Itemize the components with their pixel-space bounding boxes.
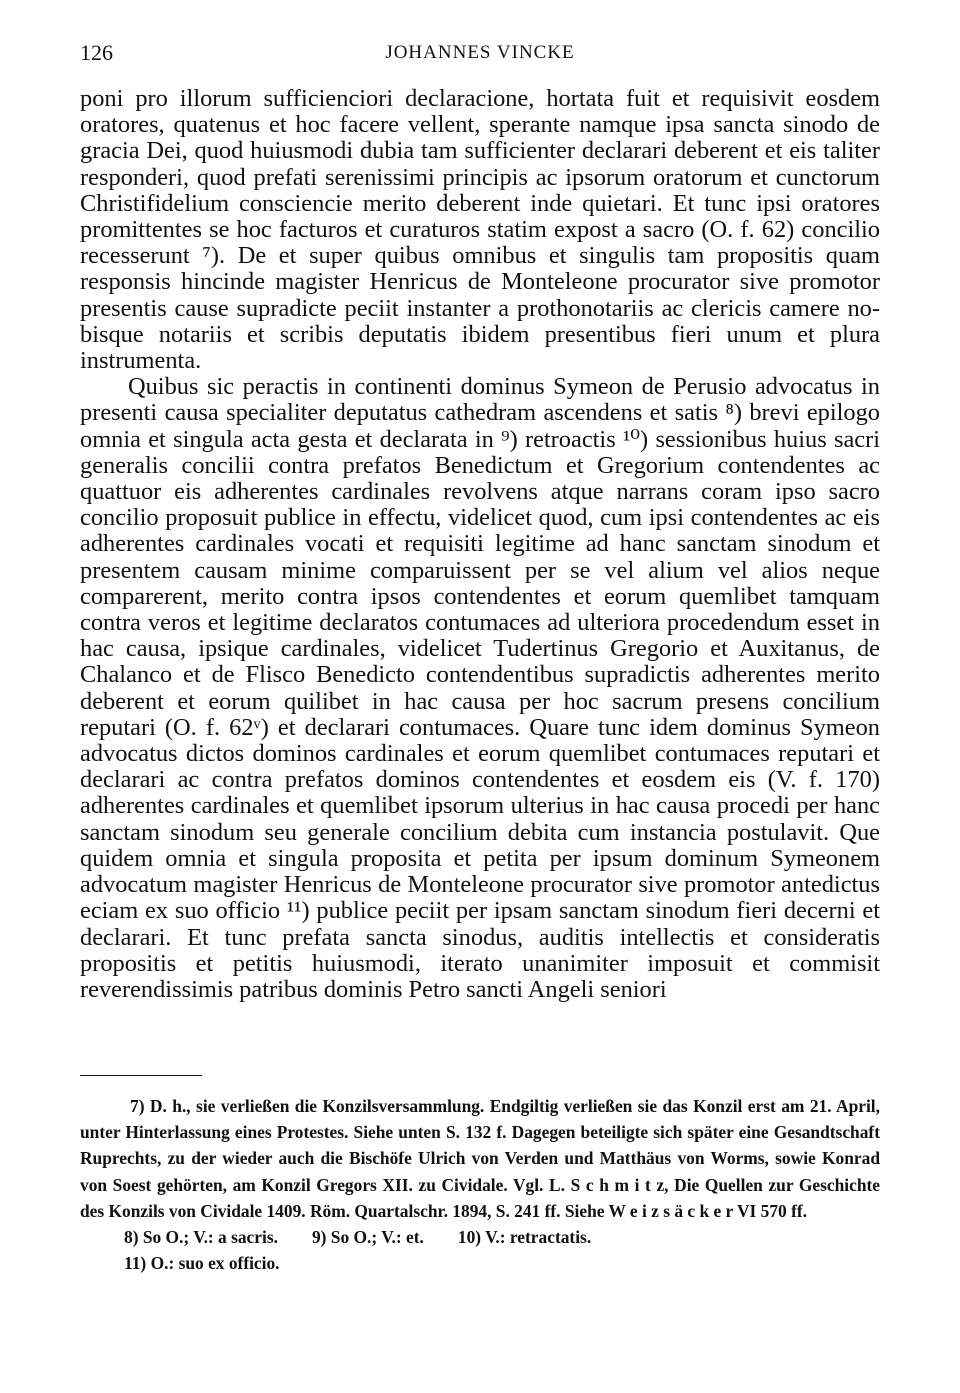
- main-text: [80, 86, 880, 1003]
- footnote-9: 9) So O.; V.: et.: [311, 1227, 424, 1248]
- paragraph-2: Quibus sic peractis in continenti dominus Symeon de Perusio advocatus in presenti causa specialiter deputatus cathedram ascendens et satis ⁸) brevi epilogo omnia et singula acta gesta et declarata in ⁹) retroactis ¹⁰) sessionibus huius sacri generalis concilii contra prefatos Benedictum et Gregorium contendentes ac quattuor eis adherentes cardinales revolvens atque narrans coram ipso sacro concilio proposuit publice in effectu, videlicet quod, cum ipsi contendentes ac eis adherentes cardinales vocati et requisiti legitime ad hanc sanctam sinodum et presentem causam minime comparuissent per se vel alium vel alios neque comparerent, merito contra ipsos contendentes et eorum quemlibet tamquam contra veros et legitime declaratos contumaces ad ulteriora procedendum esset in hac causa, ipsique cardinales, videlicet Tudertinus Gregorio et Auxitanus, de Chalanco et de Flisco Benedicto contendentibus supradictis adherentes merito deberent et eorum quilibet in hac causa per hoc sacrum presens concilium reputari (O. f. 62ᵛ) et declarari contumaces. Quare tunc idem dominus Symeon advocatus dictos dominos cardinales et eorum quemlibet contumaces reputari et declarari ac contra prefatos dominos contendentes et eosdem eis (V. f. 170) adherentes cardinales et quemlibet ipsorum ulterius in hac causa procedi per hanc sanctam sinodum seu generale concilium debita cum instancia postulavit. Que quidem omnia et singula proposita et petita per ipsum dominum Symeonem advocatum magister Henricus de Monteleone procurator sive promotor antedictus eciam ex suo officio ¹¹) publice peciit per ipsam sanctam sinodum fieri decerni et declarari. Et tunc prefata sancta sinodus, auditis intellectis et consideratis propositis et petitis huiusmodi, iterato unanimiter imposuit et commisit reverendissimis patribus dominis Petro sancti Angeli seniori: [80, 373, 880, 1003]
- footnote-8: 8) So O.; V.: a sacris.: [124, 1227, 278, 1248]
- footnote-10: 10) V.: retractatis.: [457, 1227, 592, 1248]
- footnote-7: 7) D. h., sie verließen die Konzilsversammlung. Endgiltig verließen sie das Konzil erst am 21. April, unter Hinterlassung eines Protestes. Siehe unten S. 132 f. Dagegen beteiligte sich später eine Gesandtschaft Ruprechts, zu der wieder auch die Bischöfe Ulrich von Verden und Matthäus von Worms, sowie Konrad von Soest gehörten, am Konzil Gregors XII. zu Cividale. Vgl. L. S c h m i t z, Die Quellen zur Geschichte des Konzils von Cividale 1409. Röm. Quartalschr. 1894, S. 241 ff. Siehe W e i z s ä c k e r VI 570 ff.: [80, 1096, 880, 1221]
- footnote-11: 11) O.: suo ex officio.: [124, 1253, 280, 1274]
- page-header: [80, 40, 880, 74]
- footnote-row: [80, 1224, 880, 1250]
- footnote-row-2: [80, 1250, 880, 1276]
- paragraph-1: poni pro illorum sufficienciori declaracione, hortata fuit et requisivit eosdem oratores, quatenus et hoc facere vellent, sperante namque ipsa sancta sinodo de gracia Dei, quod huiusmodi dubia tam sufficienter declarari deberent et eis taliter responderi, quod prefati serenissimi principis ac ipsorum oratorum et cunctorum Christifidelium consciencie merito deberent inde quietari. Et tunc ipsi oratores promittentes se hoc facturos et curaturos statim expost a sacro (O. f. 62) concilio recesserunt ⁷). De et super quibus omnibus et singulis tam propositis quam responsis hincinde magister Henricus de Monteleone procurator sive promotor presentis cause supradicte peciit instanter a prothonotariis ac clericis camere nobisque notariis et scribis deputatis ibidem presentibus fieri unum et plura instrumenta.: [80, 85, 880, 375]
- footnote-rule: [80, 1075, 202, 1076]
- footnotes: [80, 1093, 880, 1276]
- page-number: 126: [80, 40, 113, 65]
- running-head: JOHANNES VINCKE: [385, 42, 575, 63]
